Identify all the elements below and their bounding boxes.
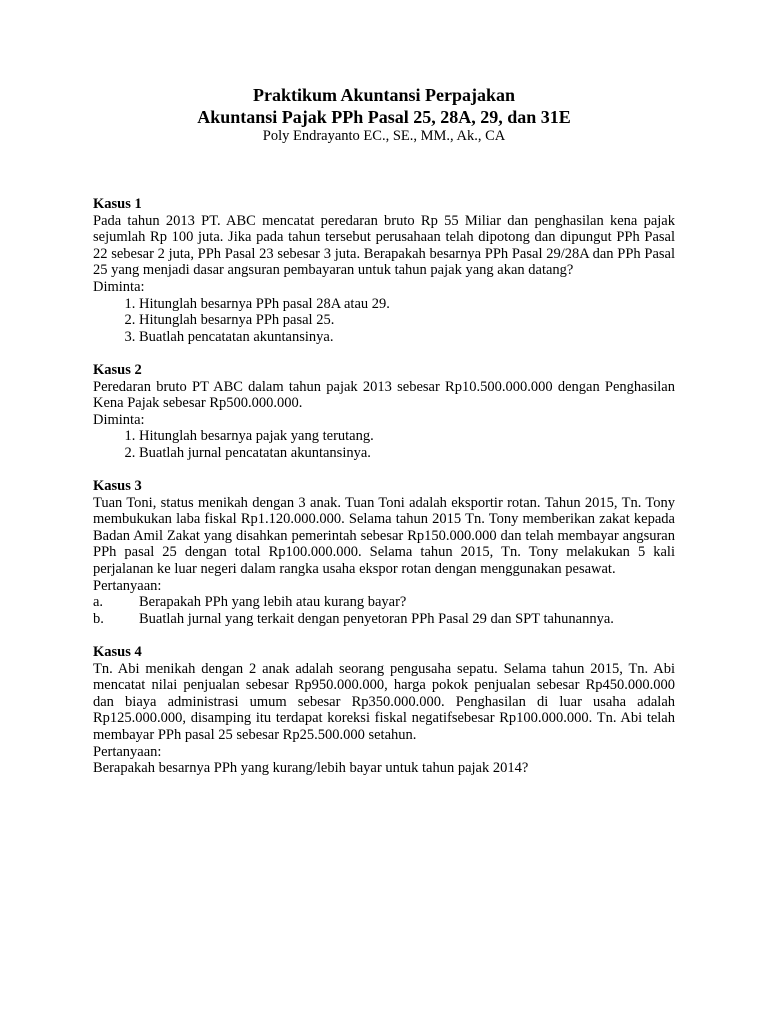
case-3-prompt: Pertanyaan: [93, 577, 162, 594]
case-3-question-a [93, 594, 675, 611]
question-text: Berapakah PPh yang lebih atau kurang bayar? [139, 594, 407, 611]
case-2-prompt: Diminta: [93, 411, 145, 428]
case-1-task: 3. Buatlah pencatatan akuntansinya. [139, 329, 675, 346]
case-3-text: Tuan Toni, status menikah dengan 3 anak. Tuan Toni adalah eksportir rotan. Tahun 2015, Tn. Tony membukukan laba fiskal Rp1.120.000.000. Selama tahun 2015 Tn. Tony memberikan zakat kepada Badan Amil Zakat yang disahkan pemerintah sebesar Rp150.000.000 dan telah membayar angsuran PPh pasal 25 dengan total Rp100.000.000. Selama tahun 2015, Tn. Tony melakukan 5 kali perjalanan ke luar negeri dalam rangka usaha ekspor rotan dengan menggunakan pesawat. [93, 494, 675, 578]
case-1-section [93, 196, 675, 345]
case-2-task: 1. Hitunglah besarnya pajak yang terutang. [139, 428, 675, 445]
case-2-task-list [93, 428, 675, 461]
case-3-question-b [93, 611, 675, 628]
case-2-task: 2. Buatlah jurnal pencatatan akuntansinya. [139, 445, 675, 462]
case-4-prompt: Pertanyaan: [93, 743, 162, 760]
case-2-title: Kasus 2 [93, 361, 142, 378]
case-4-section [93, 644, 675, 777]
case-1-task-list [93, 296, 675, 346]
question-marker: b. [93, 610, 104, 627]
case-2-text: Peredaran bruto PT ABC dalam tahun pajak 2013 sebesar Rp10.500.000.000 dengan Penghasilan Kena Pajak sebesar Rp500.000.000. [93, 378, 675, 412]
document-header [0, 84, 768, 145]
question-marker: a. [93, 594, 104, 611]
case-3-section [93, 478, 675, 627]
document-body [93, 196, 675, 793]
case-2-section [93, 362, 675, 462]
case-4-question: Berapakah besarnya PPh yang kurang/lebih bayar untuk tahun pajak 2014? [93, 760, 529, 777]
document-title: Praktikum Akuntansi Perpajakan [252, 85, 516, 105]
case-4-text: Tn. Abi menikah dengan 2 anak adalah seorang pengusaha sepatu. Selama tahun 2015, Tn. Abi mencatat nilai penjualan sebesar Rp950.000.000, harga pokok penjualan sebesar Rp450.000.000 dan biaya administrasi umum sebesar Rp350.000.000. Penghasilan di luar usaha adalah Rp125.000.000, disamping itu terdapat koreksi fiskal negatifsebesar Rp100.000.000. Tn. Abi telah membayar PPh pasal 25 sebesar Rp25.500.000 setahun. [93, 660, 675, 743]
case-3-title: Kasus 3 [93, 478, 142, 495]
case-1-prompt: Diminta: [93, 278, 145, 295]
question-text: Buatlah jurnal yang terkait dengan penyetoran PPh Pasal 29 dan SPT tahunannya. [139, 610, 614, 627]
author-line: Poly Endrayanto EC., SE., MM., Ak., CA [262, 128, 506, 144]
case-1-title: Kasus 1 [93, 196, 142, 212]
case-1-text: Pada tahun 2013 PT. ABC mencatat peredaran bruto Rp 55 Miliar dan penghasilan kena pajak sejumlah Rp 100 juta. Jika pada tahun tersebut perusahaan telah dipotong dan dipungut PPh Pasal 22 sebesar 2 juta, PPh Pasal 23 sebesar 3 juta. Berapakah besarnya PPh Pasal 29/28A dan PPh Pasal 25 yang menjadi dasar angsuran pembayaran untuk tahun pajak yang akan datang? [93, 212, 675, 279]
document-subtitle: Akuntansi Pajak PPh Pasal 25, 28A, 29, dan 31E [197, 107, 571, 127]
case-1-task: 2. Hitunglah besarnya PPh pasal 25. [139, 312, 675, 329]
case-4-title: Kasus 4 [93, 644, 142, 661]
case-1-task: 1. Hitunglah besarnya PPh pasal 28A atau 29. [139, 296, 675, 313]
